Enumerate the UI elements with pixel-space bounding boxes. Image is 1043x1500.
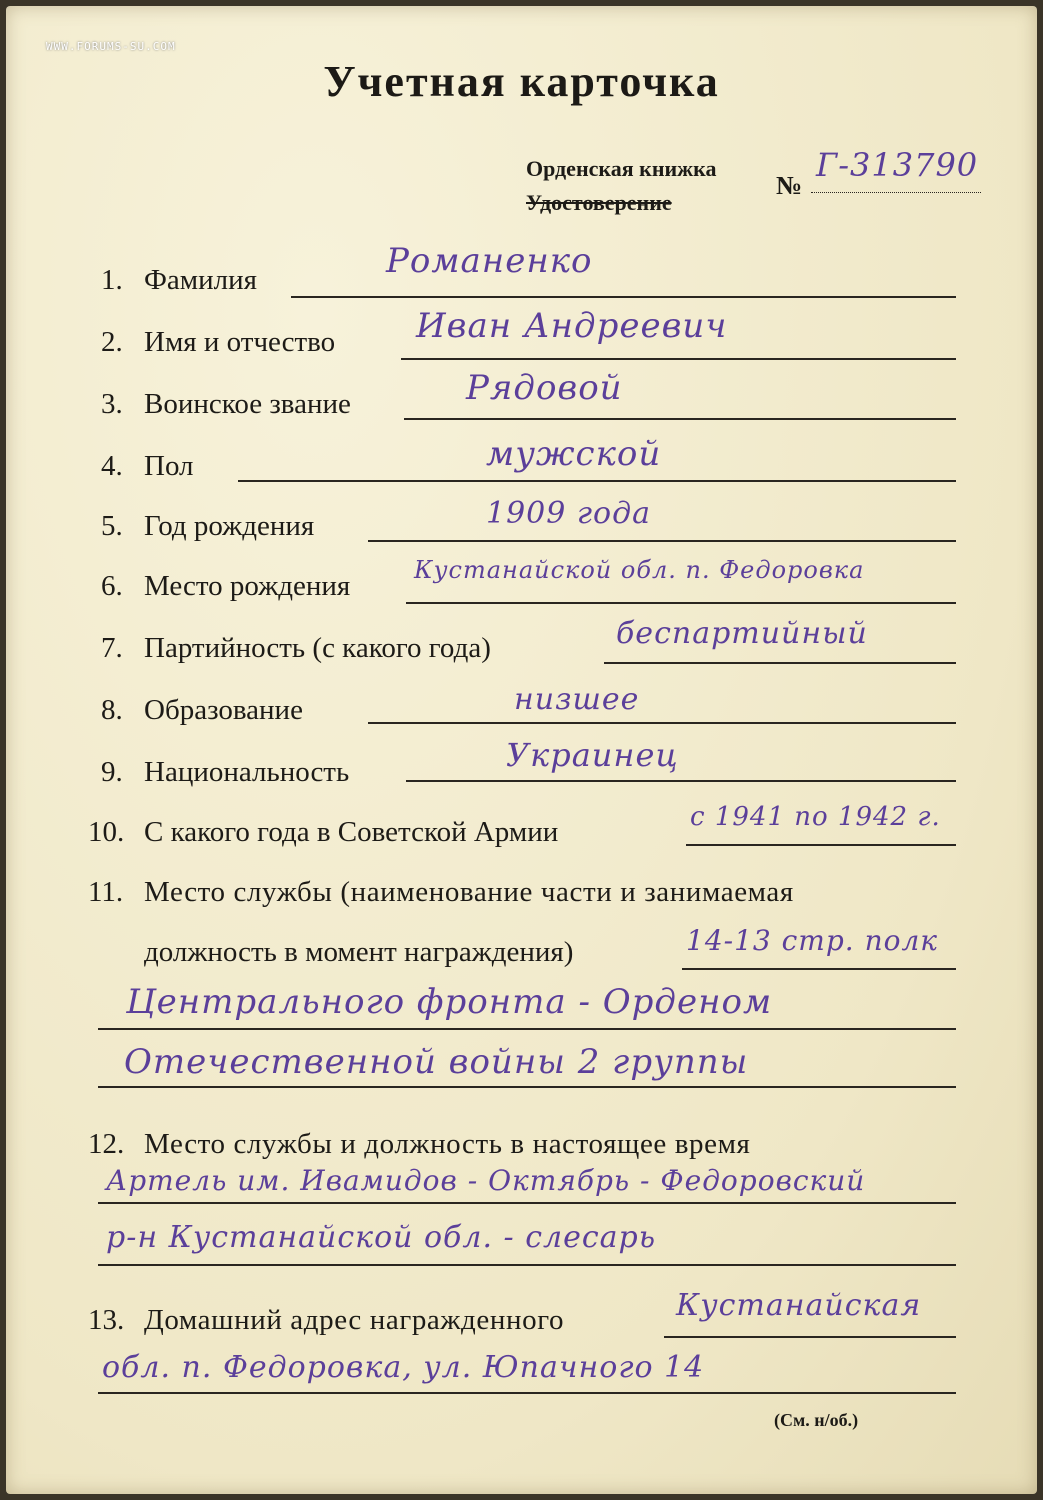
field-5-value: 1909 года <box>486 496 652 531</box>
number-underline <box>811 192 981 193</box>
field-1-value: Романенко <box>386 241 593 281</box>
field-2-value: Иван Андреевич <box>416 306 728 346</box>
field-11-line2 <box>98 1028 956 1030</box>
field-7-value: беспартийный <box>616 616 868 651</box>
field-13-label: Домашний адрес награжденного <box>144 1304 565 1336</box>
field-2-number: 2. <box>101 326 123 358</box>
field-9-value: Украинец <box>506 736 679 774</box>
field-13-value-line2: обл. п. Федоровка, ул. Юпачного 14 <box>102 1350 705 1385</box>
field-11-label-line1: Место службы (наименование части и занимаемая <box>144 876 794 908</box>
certificate-label: Удостоверение <box>526 190 672 215</box>
card-title: Учетная карточка <box>323 57 720 106</box>
field-3-number: 3. <box>101 388 123 420</box>
field-12-line1 <box>98 1202 956 1204</box>
field-12-number: 12. <box>88 1128 125 1160</box>
field-5-number: 5. <box>101 510 123 542</box>
field-1-line <box>291 296 956 298</box>
field-4-line <box>238 480 956 482</box>
field-13-line2 <box>98 1392 956 1394</box>
field-1-label: Фамилия <box>144 264 257 296</box>
field-11-value-line1: 14-13 стр. полк <box>686 924 939 957</box>
field-12-label: Место службы и должность в настоящее время <box>144 1128 751 1160</box>
field-11-value-line3: Отечественной войны 2 группы <box>124 1042 749 1082</box>
field-3-line <box>404 418 956 420</box>
footer-note: (См. н/об.) <box>774 1410 859 1430</box>
field-6-label: Место рождения <box>144 570 351 602</box>
field-4-label: Пол <box>144 450 194 482</box>
field-10-value: с 1941 по 1942 г. <box>690 802 941 832</box>
order-book-label: Орденская книжка <box>526 156 717 181</box>
number-sign: № <box>776 171 803 200</box>
field-2-label: Имя и отчество <box>144 326 336 358</box>
field-9-line <box>406 780 956 782</box>
field-11-label-line2: должность в момент награждения) <box>144 936 574 968</box>
field-8-label: Образование <box>144 694 303 726</box>
field-7-number: 7. <box>101 632 123 664</box>
award-record-card <box>6 6 1037 1494</box>
field-12-value-line1: Артель им. Ивамидов - Октябрь - Федоровский <box>106 1164 866 1197</box>
field-11-value-line2: Центрального фронта - Орденом <box>126 982 773 1022</box>
field-4-number: 4. <box>101 450 123 482</box>
field-4-value: мужской <box>486 434 662 474</box>
field-10-line <box>686 844 956 846</box>
field-11-line3 <box>98 1086 956 1088</box>
field-10-number: 10. <box>88 816 125 848</box>
field-11-line1 <box>682 968 956 970</box>
field-13-number: 13. <box>88 1304 125 1336</box>
field-8-line <box>368 722 956 724</box>
watermark: WWW.FORUMS-SU.COM <box>46 40 176 53</box>
field-9-number: 9. <box>101 756 123 788</box>
field-9-label: Национальность <box>144 756 350 788</box>
field-8-value: низшее <box>514 682 640 717</box>
field-1-number: 1. <box>101 264 123 296</box>
field-13-value-line1: Кустанайская <box>676 1288 922 1323</box>
field-12-line2 <box>98 1264 956 1266</box>
field-13-line1 <box>664 1336 956 1338</box>
field-8-number: 8. <box>101 694 123 726</box>
field-3-value: Рядовой <box>466 368 623 408</box>
field-5-label: Год рождения <box>144 510 315 542</box>
field-7-label: Партийность (с какого года) <box>144 632 491 664</box>
field-12-value-line2: р-н Кустанайской обл. - слесарь <box>106 1220 657 1255</box>
field-6-number: 6. <box>101 570 123 602</box>
field-10-label: С какого года в Советской Армии <box>144 816 559 848</box>
field-11-number: 11. <box>88 876 124 908</box>
field-6-value: Кустанайской обл. п. Федоровка <box>414 556 865 584</box>
field-2-line <box>401 358 956 360</box>
field-7-line <box>604 662 956 664</box>
field-5-line <box>368 540 956 542</box>
order-book-number: Г-313790 <box>816 146 979 184</box>
field-3-label: Воинское звание <box>144 388 351 420</box>
field-6-line <box>406 602 956 604</box>
